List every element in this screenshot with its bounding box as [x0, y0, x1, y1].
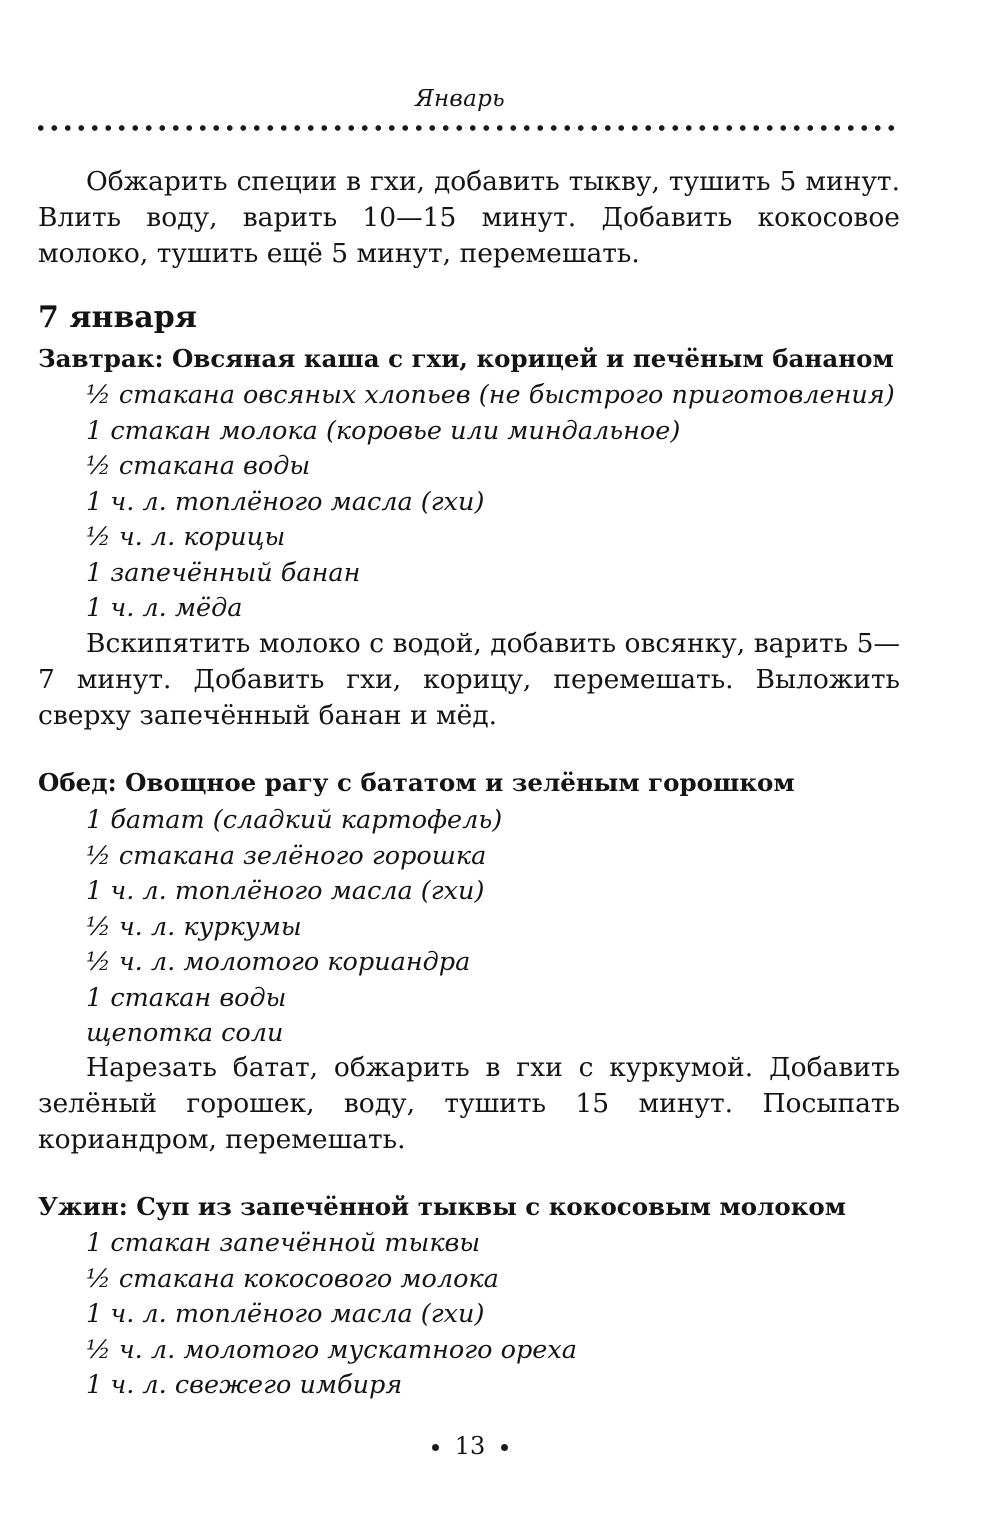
ingredient-item: 1 ч. л. топлёного масла (гхи)	[86, 486, 485, 517]
ingredient-item: 1 ч. л. топлёного масла (гхи)	[86, 876, 485, 906]
ingredient-item: ½ ч. л. молотого кориандра	[86, 947, 471, 977]
ingredient-item: ½ ч. л. молотого мускатного ореха	[86, 1334, 577, 1365]
ingredient-item: ½ стакана кокосового молока	[86, 1263, 499, 1294]
lunch-ingredients	[86, 803, 502, 1052]
dinner-title: Ужин: Суп из запечённой тыквы с кокосовым молоком	[38, 1192, 847, 1221]
dinner-ingredients	[86, 1226, 577, 1404]
ingredient-item: ½ ч. л. корицы	[86, 522, 286, 552]
dotted-divider	[34, 124, 900, 132]
ingredient-item: ½ стакана воды	[86, 451, 311, 481]
ingredient-item: ½ ч. л. куркумы	[86, 911, 302, 942]
ingredient-item: 1 батат (сладкий картофель)	[86, 805, 503, 835]
page-number-value: 13	[454, 1432, 486, 1460]
running-head: Январь	[415, 86, 505, 112]
lunch-title: Обед: Овощное рагу с бататом и зелёным горошком	[38, 768, 795, 797]
ingredient-item: 1 запечённый банан	[86, 557, 361, 588]
page-number	[0, 1432, 940, 1460]
bullet-icon	[501, 1444, 508, 1451]
ingredient-item: ½ стакана овсяных хлопьев (не быстрого приготовления)	[86, 380, 895, 410]
intro-paragraph: Обжарить специи в гхи, добавить тыкву, тушить 5 минут. Влить воду, варить 10—15 минут. Добавить кокосовое молоко, тушить ещё 5 минут, перемешать.	[38, 166, 900, 269]
ingredient-item: 1 стакан запечённой тыквы	[86, 1228, 481, 1258]
breakfast-instructions: Вскипятить молоко с водой, добавить овсянку, варить 5—7 минут. Добавить гхи, корицу, перемешать. Выложить сверху запечённый банан и мёд.	[38, 628, 900, 731]
ingredient-item: 1 ч. л. свежего имбиря	[86, 1370, 403, 1400]
day-heading: 7 января	[38, 300, 197, 335]
ingredient-item: ½ стакана зелёного горошка	[86, 840, 487, 871]
ingredient-item: 1 ч. л. топлёного масла (гхи)	[86, 1299, 485, 1329]
ingredient-item: 1 стакан воды	[86, 982, 287, 1013]
lunch-instructions: Нарезать батат, обжарить в гхи с куркумой. Добавить зелёный горошек, воду, тушить 15 минут. Посыпать кориандром, перемешать.	[38, 1052, 900, 1155]
breakfast-ingredients	[86, 378, 895, 627]
bullet-icon	[432, 1444, 439, 1451]
ingredient-item: щепотка соли	[86, 1018, 284, 1048]
ingredient-item: 1 ч. л. мёда	[86, 593, 243, 623]
ingredient-item: 1 стакан молока (коровье или миндальное)	[86, 415, 681, 446]
breakfast-title: Завтрак: Овсяная каша с гхи, корицей и печёным бананом	[38, 344, 894, 373]
